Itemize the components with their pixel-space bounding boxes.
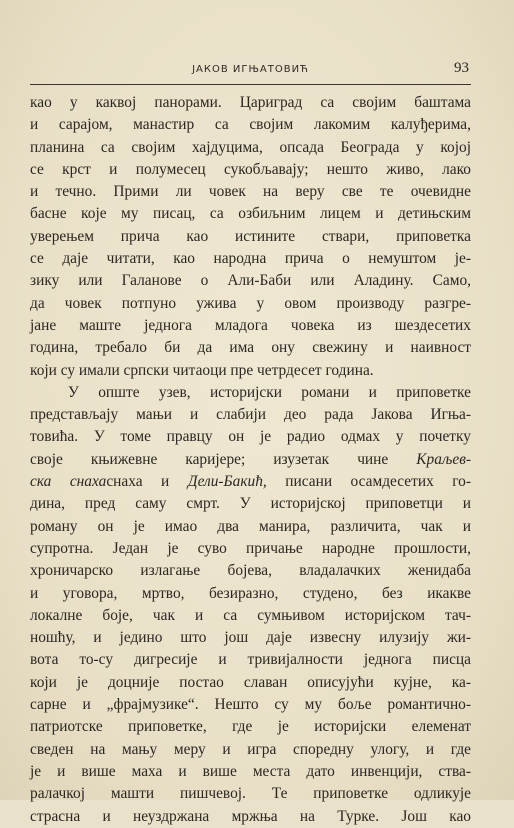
- text-line: локалне боје, чак и са сумњивом историјском тач-: [30, 606, 471, 624]
- page-number: 93: [454, 60, 469, 76]
- italic-title: Краљев-: [416, 450, 471, 468]
- text-line: супротна. Један је суво причање народне прошлости,: [30, 539, 471, 557]
- text-line: који је доцније постао славан описујући кујне, ка-: [30, 673, 471, 691]
- text-line: хроничарско излагање бојева, владалачких женидаба: [30, 562, 471, 580]
- text-line: сарне и „фрајмузике“. Нешто су му боље романтично-: [30, 696, 471, 714]
- body-text: [30, 92, 471, 828]
- text-line: да човек потпуно ужива у овом производу разгре-: [30, 294, 471, 312]
- text-line: јане маште једнога младога човека из шездесетих: [30, 316, 471, 334]
- text-line: ралачкој машти пишчевој. Те приповетке одликује: [30, 785, 471, 803]
- text-line: планина са својим хајдуцима, опсада Београда у којој: [30, 138, 471, 156]
- text-line-mixed: [30, 449, 471, 471]
- text-line: се крст и полумесец сукобљавају; нешто живо, лако: [30, 160, 471, 178]
- text-line: и уговора, мртво, безиразно, студено, без икакве: [30, 584, 471, 602]
- text-segment: снаха и: [106, 473, 188, 491]
- text-line: ношћу, и једино што још даје извесну илузију жи-: [30, 629, 471, 647]
- paragraph-2: [30, 382, 471, 828]
- text-line: сведен на мању меру и игра споредну улогу, и где: [30, 740, 471, 758]
- text-line: година, требало би да има ону свежину и наивност: [30, 339, 471, 357]
- text-line: роману он је имао два манира, различита, чак и: [30, 517, 471, 535]
- text-line: зику или Галанове о Али-Баби или Аладину. Само,: [30, 272, 471, 290]
- text-segment: своје књижевне каријере; изузетак чине: [30, 450, 417, 468]
- paragraph-1: [30, 92, 471, 382]
- text-line: који су имали српски читаоци пре четрдесет година.: [30, 361, 374, 379]
- text-line: дина, пред саму смрт. У историјској приповетци и: [30, 495, 471, 513]
- text-line: као у каквој панорами. Цариград са својим баштама: [30, 94, 471, 111]
- text-line: вота то-су дигресије и тривијалности једнога писца: [30, 651, 471, 669]
- running-title: ЈАКОВ ИГЊАТОВИЋ: [192, 64, 309, 75]
- italic-title: ска снаха: [30, 473, 107, 491]
- text-line: и сарајом, манастир са својим лакомим калуђерима,: [30, 116, 471, 134]
- text-line: представљају мањи и слабији део рада Јакова Игња-: [30, 406, 471, 424]
- text-line: је и више маха и више места дато инвенцији, ства-: [30, 762, 471, 780]
- text-line: уверењем прича као истините ствари, приповетка: [30, 227, 471, 245]
- text-line-mixed: [30, 471, 471, 493]
- text-line: басне које му писац, са озбиљним лицем и детињским: [30, 205, 471, 223]
- text-line: и течно. Прими ли човек на веру све те очевидне: [30, 183, 471, 201]
- page-header: [30, 60, 471, 85]
- text-segment: писани осамдесетих го-: [266, 473, 472, 491]
- text-line: страсна и неуздржана мржња на Турке. Још као: [30, 807, 471, 825]
- text-line: товића. У томе правцу он је радио одмах у почетку: [30, 428, 471, 446]
- text-line: У опште узев, историјски романи и приповетке: [68, 383, 471, 401]
- text-line: се даје читати, као народна прича о немуштом је-: [30, 250, 471, 268]
- text-line: патриотске приповетке, где је историјски елеменат: [30, 718, 471, 736]
- italic-title: Дели-Бакић,: [187, 473, 267, 491]
